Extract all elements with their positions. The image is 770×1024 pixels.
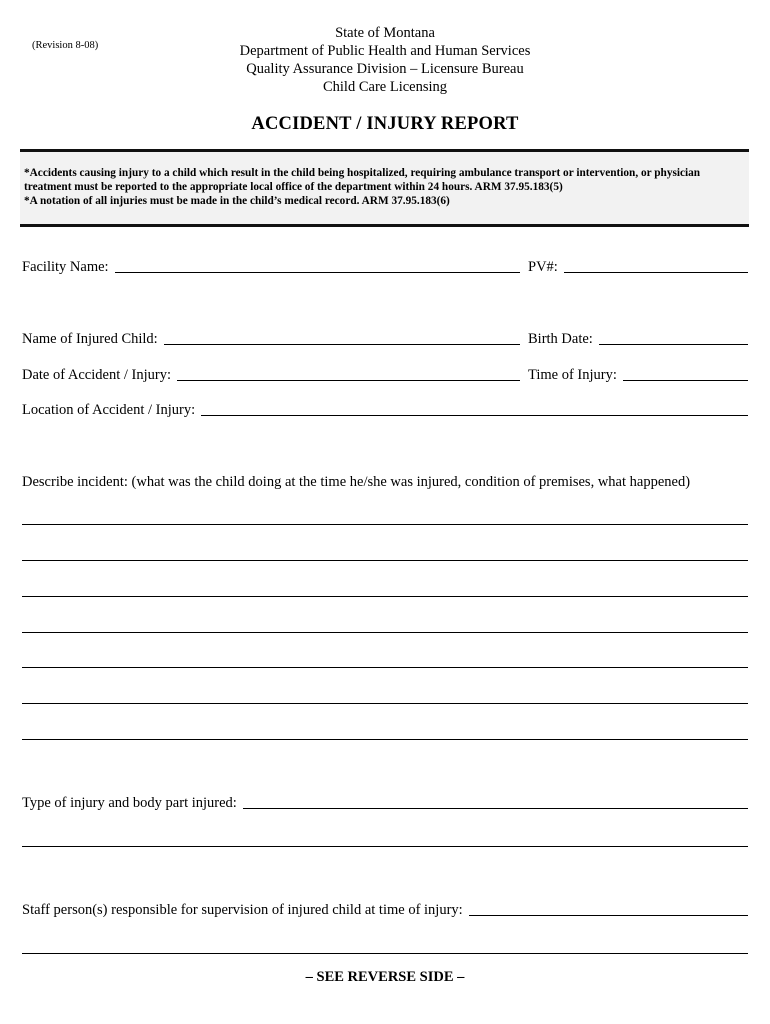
staff-label: Staff person(s) responsible for supervision of injured child at time of injury: [22,902,463,918]
reporting-notice [20,149,749,227]
facility-name-label: Facility Name: [22,259,109,275]
injury-type-field[interactable] [22,795,748,812]
header-division: Quality Assurance Division – Licensure Bureau [246,61,524,77]
staff-field[interactable] [22,902,748,919]
facility-name-field[interactable] [22,259,520,276]
staff-line-2[interactable] [22,953,748,954]
accident-date-field[interactable] [22,367,520,384]
header-program: Child Care Licensing [322,79,448,95]
agency-header [0,24,770,96]
form-title: ACCIDENT / INJURY REPORT [251,114,519,134]
accident-date-line[interactable] [177,379,520,381]
describe-line-1[interactable] [22,524,748,525]
describe-line-5[interactable] [22,667,748,668]
child-name-label: Name of Injured Child: [22,331,158,347]
injury-type-line[interactable] [243,807,748,809]
birth-date-line[interactable] [599,343,748,345]
injury-time-label: Time of Injury: [528,367,617,383]
child-name-field[interactable] [22,331,520,348]
birth-date-label: Birth Date: [528,331,593,347]
injury-type-line-2[interactable] [22,846,748,847]
injury-type-label: Type of injury and body part injured: [22,795,237,811]
notice-medical-record: *A notation of all injuries must be made in the child’s medical record. ARM 37.95.183(6) [24,195,450,207]
facility-name-line[interactable] [115,271,520,273]
header-state: State of Montana [335,25,435,41]
pv-number-label: PV#: [528,259,558,275]
location-line[interactable] [201,414,748,416]
describe-line-2[interactable] [22,560,748,561]
describe-line-4[interactable] [22,632,748,633]
describe-incident-label: Describe incident: (what was the child doing at the time he/she was injured, condition of premises, what happened) [22,474,691,490]
describe-line-7[interactable] [22,739,748,740]
describe-line-3[interactable] [22,596,748,597]
child-name-line[interactable] [164,343,520,345]
accident-date-label: Date of Accident / Injury: [22,367,171,383]
birth-date-field[interactable] [528,331,748,348]
location-field[interactable] [22,402,748,419]
header-department: Department of Public Health and Human Services [239,43,531,59]
pv-number-line[interactable] [564,271,748,273]
see-reverse-side: – SEE REVERSE SIDE – [305,969,465,985]
describe-line-6[interactable] [22,703,748,704]
injury-time-field[interactable] [528,367,748,384]
location-label: Location of Accident / Injury: [22,402,196,418]
revision-label: (Revision 8-08) [32,40,99,51]
staff-line[interactable] [469,914,748,916]
pv-number-field[interactable] [528,259,748,276]
notice-hospitalization: *Accidents causing injury to a child which result in the child being hospitalized, requiring ambulance transport or intervention, or physician treatment must be reported to the appropriate local office of the department within 24 hours. ARM 37.95.183(5) [24,167,701,193]
injury-time-line[interactable] [623,379,748,381]
